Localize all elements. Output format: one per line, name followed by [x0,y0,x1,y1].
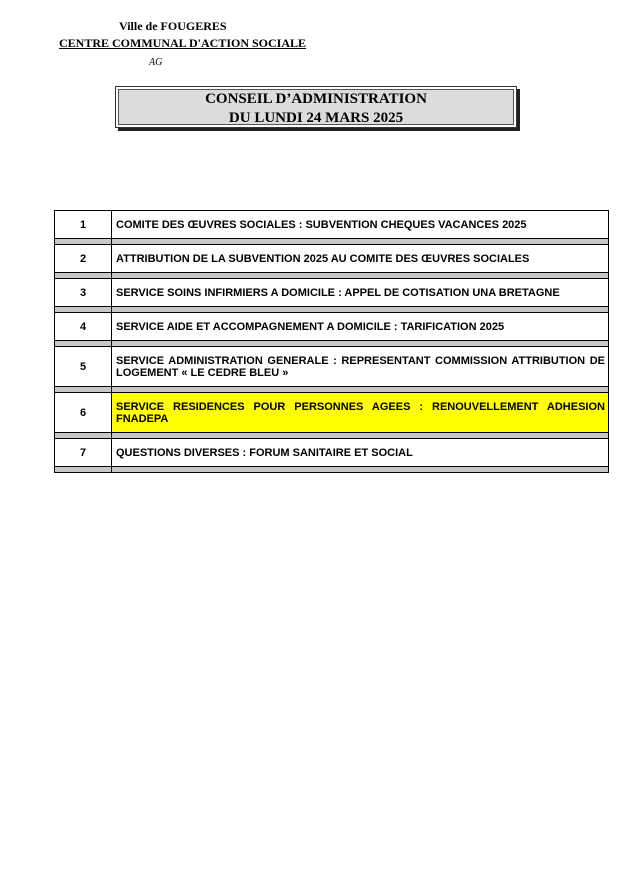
agenda-item-text [112,313,609,341]
separator-cell [112,467,609,473]
agenda-item-number: 7 [55,439,112,467]
agenda-row [55,439,609,467]
agenda-item-label: QUESTIONS DIVERSES : FORUM SANITAIRE ET SOCIAL [116,446,413,459]
town-name: Ville de FOUGERES [119,19,227,33]
agenda-row [55,279,609,307]
author-initials: AG [149,57,163,68]
organization-name: CENTRE COMMUNAL D'ACTION SOCIALE [59,36,307,50]
agenda-item-text [112,245,609,273]
agenda-item-number: 1 [55,211,112,239]
agenda-row [55,245,609,273]
agenda-row [55,313,609,341]
agenda-item-label: COMITE DES ŒUVRES SOCIALES : SUBVENTION CHEQUES VACANCES 2025 [116,218,527,231]
agenda-item-text [112,211,609,239]
agenda-item-text [112,279,609,307]
agenda-row-highlighted [55,393,609,433]
agenda-table [54,210,609,473]
agenda-item-number: 6 [55,393,112,433]
agenda-item-label: SERVICE RESIDENCES POUR PERSONNES AGEES : RENOUVELLEMENT ADHESION FNADEPA [116,400,605,425]
agenda-item-label: SERVICE ADMINISTRATION GENERALE : REPRESENTANT COMMISSION ATTRIBUTION DE LOGEMENT « LE CEDRE BLEU » [116,354,605,379]
agenda-item-number: 4 [55,313,112,341]
agenda-row [55,211,609,239]
agenda-item-label: ATTRIBUTION DE LA SUBVENTION 2025 AU COMITE DES ŒUVRES SOCIALES [116,252,530,265]
agenda-item-label: SERVICE AIDE ET ACCOMPAGNEMENT A DOMICILE : TARIFICATION 2025 [116,320,505,333]
agenda-item-number: 3 [55,279,112,307]
agenda-separator [55,467,609,473]
meeting-date-line: DU LUNDI 24 MARS 2025 [228,110,404,126]
agenda-item-text [112,393,609,433]
agenda-item-label: SERVICE SOINS INFIRMIERS A DOMICILE : APPEL DE COTISATION UNA BRETAGNE [116,286,560,299]
separator-cell [55,467,112,473]
agenda-item-text [112,347,609,387]
agenda-row [55,347,609,387]
meeting-title-box [115,86,517,128]
meeting-title-line1: CONSEIL D’ADMINISTRATION [205,91,427,107]
agenda-item-text [112,439,609,467]
agenda-item-number: 5 [55,347,112,387]
agenda-item-number: 2 [55,245,112,273]
